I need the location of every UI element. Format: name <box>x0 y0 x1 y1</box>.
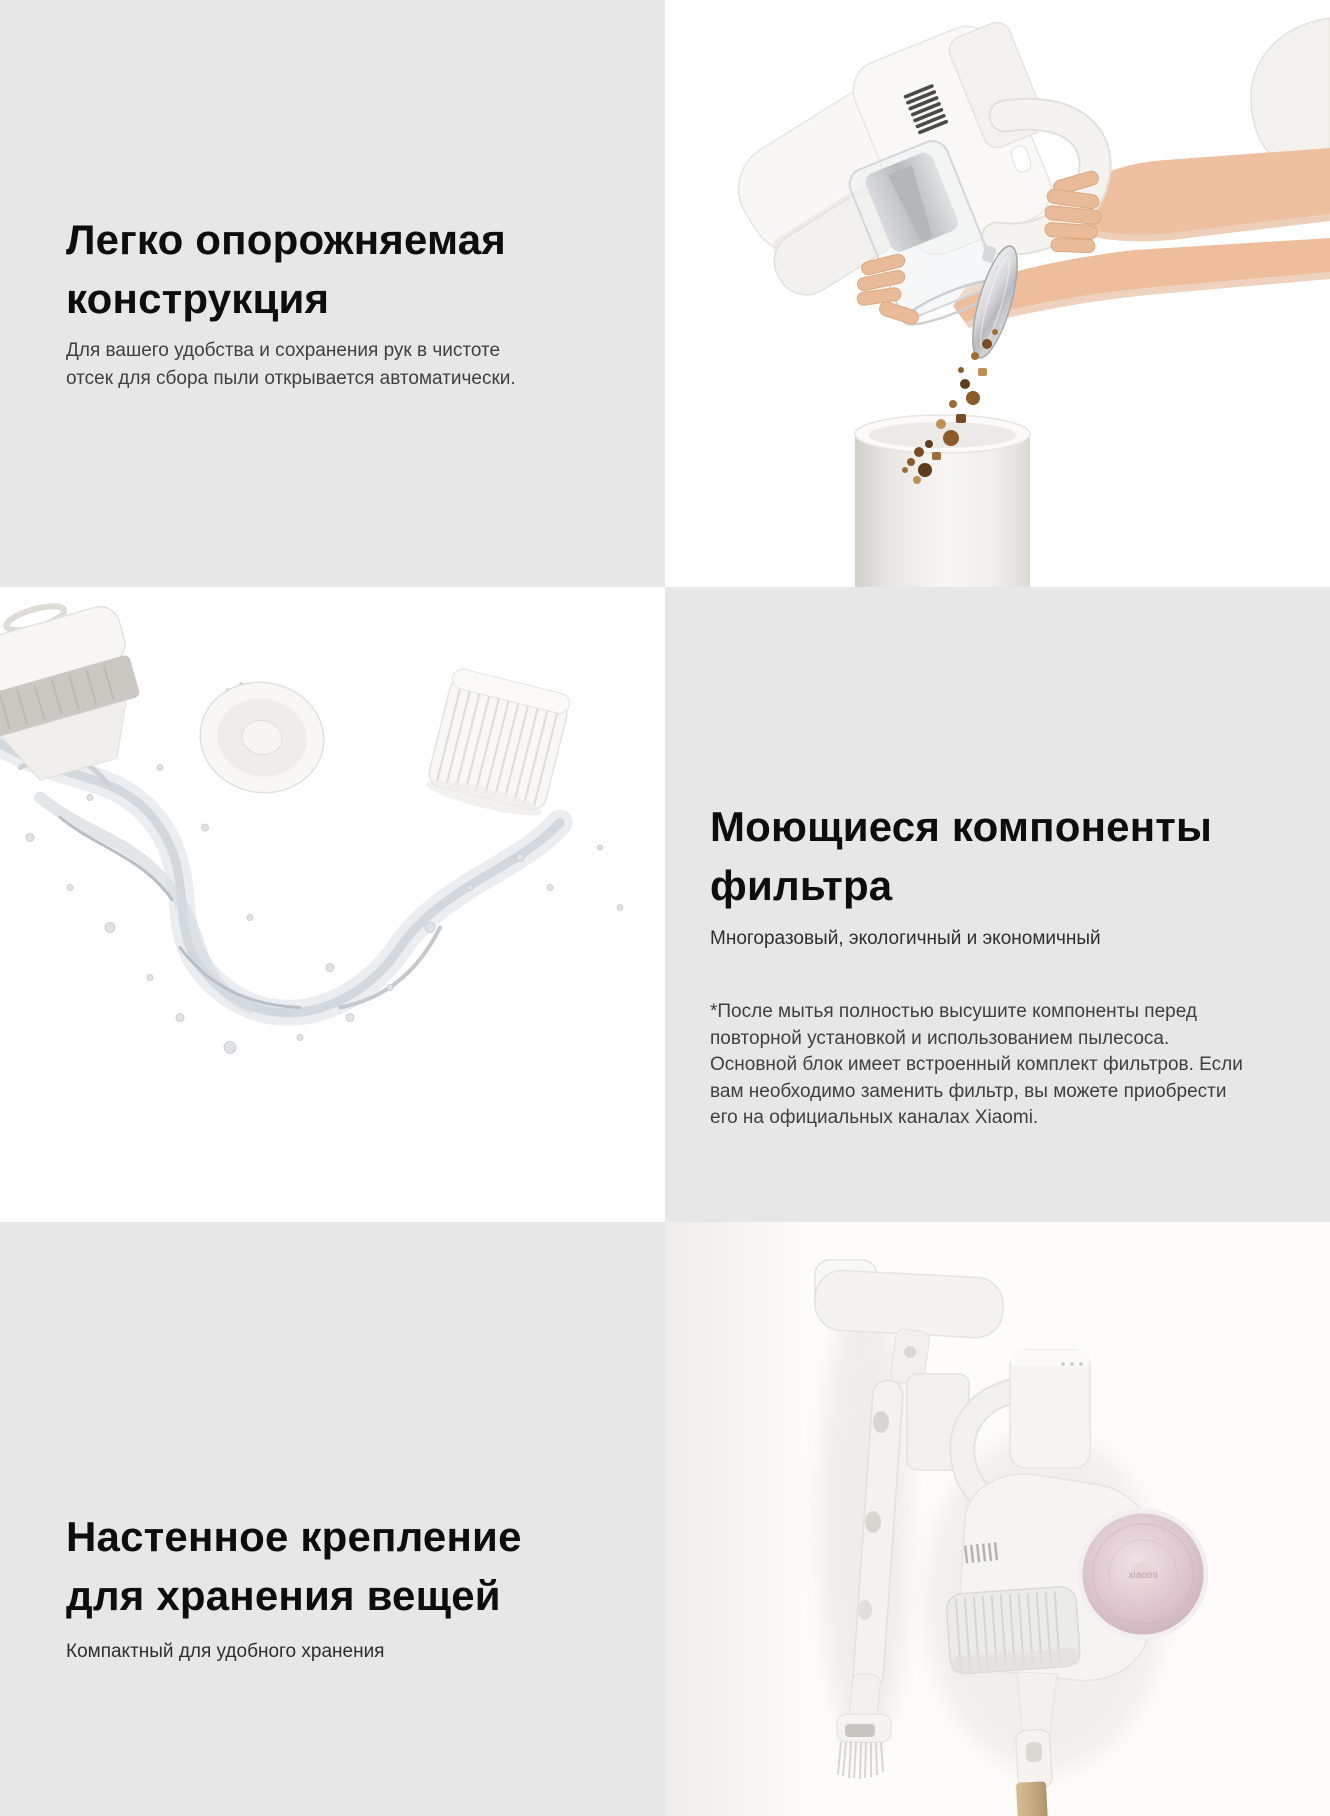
washable-filter-photo-panel <box>0 587 665 1222</box>
wall-mount-subtitle: Компактный для удобного хранения <box>66 1641 385 1662</box>
easy-empty-description: Для вашего удобства и сохранения рук в чистоте отсек для сбора пыли открывается автоматически. <box>66 340 516 389</box>
filter-lid-disc <box>191 673 332 803</box>
easy-empty-title <box>66 210 506 328</box>
filter-component-cyclone <box>0 588 155 792</box>
wall-mount-text-panel <box>0 1222 665 1816</box>
tube-release-button <box>1026 1742 1042 1762</box>
washable-filter-text-panel <box>665 587 1330 1222</box>
filter-components-water-splash-image <box>0 587 665 1222</box>
washable-filter-subtitle: Многоразовый, экологичный и экономичный <box>710 928 1101 949</box>
dust-cup-window <box>946 1586 1081 1675</box>
wall-mount-title-line2: для хранения вещей <box>66 1572 501 1619</box>
xiaomi-wordmark: xiaomi <box>1128 1570 1158 1581</box>
washable-filter-note: *После мытья полностью высушите компоненты перед повторной установкой и использованием пылесоса. Основной блок имеет встроенный комплект фильтров. Если вам необходимо заменить фильтр, вы можете приобрести его на официальных каналах Xiaomi. <box>710 1001 1243 1128</box>
easy-empty-title-line1: Легко опорожняемая <box>66 216 506 263</box>
rose-gold-end-cap <box>1080 1511 1206 1637</box>
wall-mount-title-line1: Настенное крепление <box>66 1513 522 1560</box>
gold-wand-tube <box>1016 1781 1048 1816</box>
easy-empty-photo-panel <box>665 0 1330 587</box>
section-easy-empty <box>0 0 1330 587</box>
wall-mounted-vacuum-image <box>665 1222 1330 1816</box>
washable-filter-title <box>710 797 1212 915</box>
battery-pack <box>1010 1350 1090 1468</box>
pleated-filter <box>424 667 572 822</box>
easy-empty-title-line2: конструкция <box>66 275 330 322</box>
wall-mount-title <box>66 1507 522 1625</box>
section-washable-filter <box>0 587 1330 1222</box>
wall-mount-photo-panel <box>665 1222 1330 1816</box>
emptying-vacuum-into-bin-image <box>665 0 1330 587</box>
washable-filter-title-line1: Моющиеся компоненты <box>710 803 1213 850</box>
hand-on-handle <box>1044 170 1101 253</box>
section-wall-mount <box>0 1222 1330 1816</box>
trash-bin <box>855 415 1030 587</box>
washable-filter-title-line2: фильтра <box>710 862 893 909</box>
easy-empty-text-panel <box>0 0 665 587</box>
